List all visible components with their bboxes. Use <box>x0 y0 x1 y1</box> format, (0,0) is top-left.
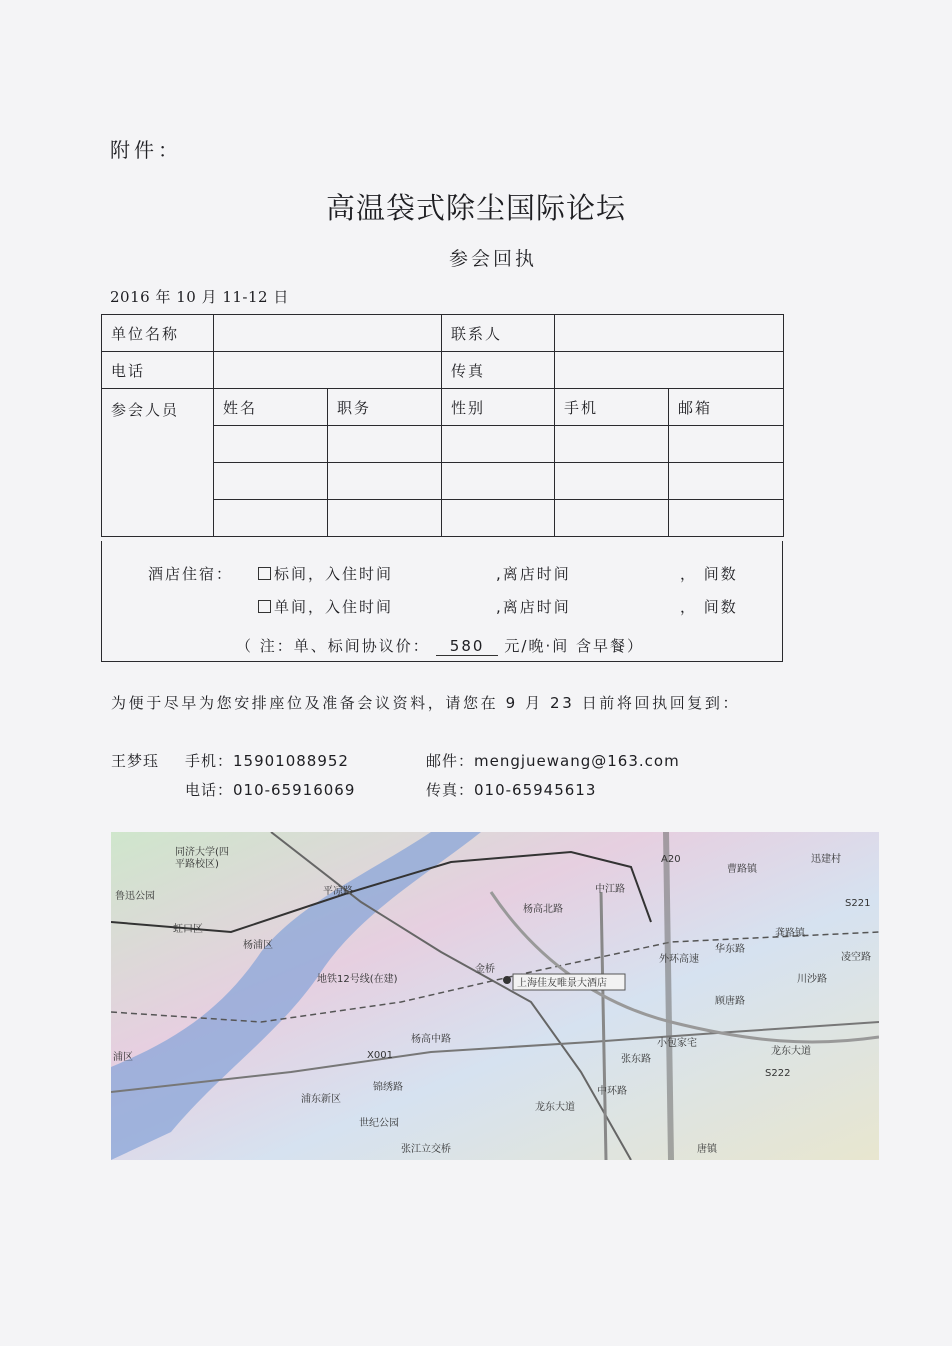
map-label: 川沙路 <box>797 974 827 985</box>
map-label: 外环高速 <box>659 954 699 965</box>
map-label: 平凉路 <box>323 886 353 897</box>
fax-label: 传真 <box>442 352 555 389</box>
map-label: 中江路 <box>595 884 625 895</box>
column-header-mobile: 手机 <box>555 389 669 426</box>
map-label: 龙东大道 <box>535 1102 575 1113</box>
standard-room-text: 标间，入住时间 <box>274 565 394 583</box>
map-label: 杨高中路 <box>411 1034 451 1045</box>
unit-name-label: 单位名称 <box>102 315 214 352</box>
map-label: 金桥 <box>475 964 495 975</box>
map-label: 鲁迅公园 <box>115 891 155 902</box>
attendee-cell[interactable] <box>442 463 555 500</box>
single-room-option[interactable] <box>258 596 393 617</box>
attendee-cell[interactable] <box>555 500 669 537</box>
attendee-cell[interactable] <box>442 426 555 463</box>
map-label: 锦绣路 <box>373 1082 403 1093</box>
map-label: 浦东新区 <box>301 1094 341 1105</box>
table-row <box>102 315 784 352</box>
contact-mobile: 手机：15901088952 <box>185 752 349 770</box>
phone-label: 电话 <box>102 352 214 389</box>
map-label: A20 <box>661 854 681 865</box>
event-date: 2016 年 10 月 11-12 日 <box>110 288 289 306</box>
contact-person-label: 联系人 <box>442 315 555 352</box>
contact-person-field[interactable] <box>555 315 784 352</box>
reply-notice: 为便于尽早为您安排座位及准备会议资料，请您在 9 月 23 日前将回执回复到： <box>111 694 741 712</box>
price-note <box>236 635 644 656</box>
location-map[interactable] <box>111 832 879 1160</box>
standard-room-checkbox[interactable] <box>258 567 271 580</box>
map-label: 世纪公园 <box>359 1118 399 1129</box>
attendee-cell[interactable] <box>442 500 555 537</box>
attendee-cell[interactable] <box>669 463 784 500</box>
map-label: 上海佳友唯景大酒店 <box>517 978 607 989</box>
map-label: 迅建村 <box>811 854 841 865</box>
contact-phone: 电话：010-65916069 <box>185 781 356 799</box>
map-label: 顾唐路 <box>715 996 745 1007</box>
attendee-cell[interactable] <box>328 463 442 500</box>
contact-name: 王梦珏 <box>111 752 160 770</box>
price-note-suffix: 元/晚·间 含早餐） <box>504 637 645 655</box>
attendee-cell[interactable] <box>214 500 328 537</box>
room-price: 580 <box>436 637 499 656</box>
column-header-email: 邮箱 <box>669 389 784 426</box>
map-label: 地铁12号线(在建) <box>317 974 398 985</box>
map-label: 小包家宅 <box>657 1038 697 1049</box>
attendees-label: 参会人员 <box>102 389 214 537</box>
attendee-cell[interactable] <box>328 500 442 537</box>
map-label: 杨浦区 <box>243 940 273 951</box>
document-title: 高温袋式除尘国际论坛 <box>325 191 626 225</box>
contact-email[interactable]: 邮件：mengjuewang@163.com <box>426 752 680 770</box>
hotel-marker[interactable] <box>503 976 511 984</box>
single-room-text: 单间，入住时间 <box>274 598 394 616</box>
map-label: 中环路 <box>597 1086 627 1097</box>
unit-name-field[interactable] <box>214 315 442 352</box>
map-label: S221 <box>845 898 871 909</box>
map-label: 平路校区) <box>175 859 219 870</box>
map-label: S222 <box>765 1068 791 1079</box>
map-label: 同济大学(四 <box>175 847 229 858</box>
map-label: 虹口区 <box>173 924 203 935</box>
single-room-checkbox[interactable] <box>258 600 271 613</box>
fax-field[interactable] <box>555 352 784 389</box>
attendee-cell[interactable] <box>214 463 328 500</box>
attendee-cell[interactable] <box>214 426 328 463</box>
single-checkout-label: ,离店时间 <box>496 598 571 616</box>
map-label: 凌空路 <box>841 952 871 963</box>
hotel-section <box>101 541 783 662</box>
contact-fax: 传真：010-65945613 <box>426 781 597 799</box>
attachment-label: 附件： <box>110 138 182 162</box>
single-rooms-label: ， 间数 <box>680 598 738 616</box>
price-note-prefix: （ 注：单、标间协议价： <box>236 637 430 655</box>
map-label: 曹路镇 <box>727 864 757 875</box>
column-header-name: 姓名 <box>214 389 328 426</box>
hotel-label: 酒店住宿： <box>148 565 234 583</box>
map-label: 张江立交桥 <box>401 1144 451 1155</box>
column-header-title: 职务 <box>328 389 442 426</box>
column-header-gender: 性别 <box>442 389 555 426</box>
map-label: 浦区 <box>113 1052 133 1063</box>
attendee-cell[interactable] <box>669 500 784 537</box>
attendee-cell[interactable] <box>328 426 442 463</box>
map-label: X001 <box>367 1050 393 1061</box>
document-subtitle: 参会回执 <box>448 248 537 270</box>
map-label: 华东路 <box>715 944 745 955</box>
table-row <box>102 352 784 389</box>
phone-field[interactable] <box>214 352 442 389</box>
standard-room-option[interactable] <box>258 563 393 584</box>
map-label: 张东路 <box>621 1054 651 1065</box>
registration-table <box>101 314 784 537</box>
map-label: 唐镇 <box>697 1144 717 1155</box>
attendee-cell[interactable] <box>555 426 669 463</box>
attendee-cell[interactable] <box>555 463 669 500</box>
standard-checkout-label: ,离店时间 <box>496 565 571 583</box>
map-label: 龙东大道 <box>771 1046 811 1057</box>
attendee-cell[interactable] <box>669 426 784 463</box>
table-row <box>102 389 784 426</box>
map-canvas <box>111 832 879 1160</box>
map-label: 龚路镇 <box>775 928 805 939</box>
standard-rooms-label: ， 间数 <box>680 565 738 583</box>
map-label: 杨高北路 <box>523 904 563 915</box>
